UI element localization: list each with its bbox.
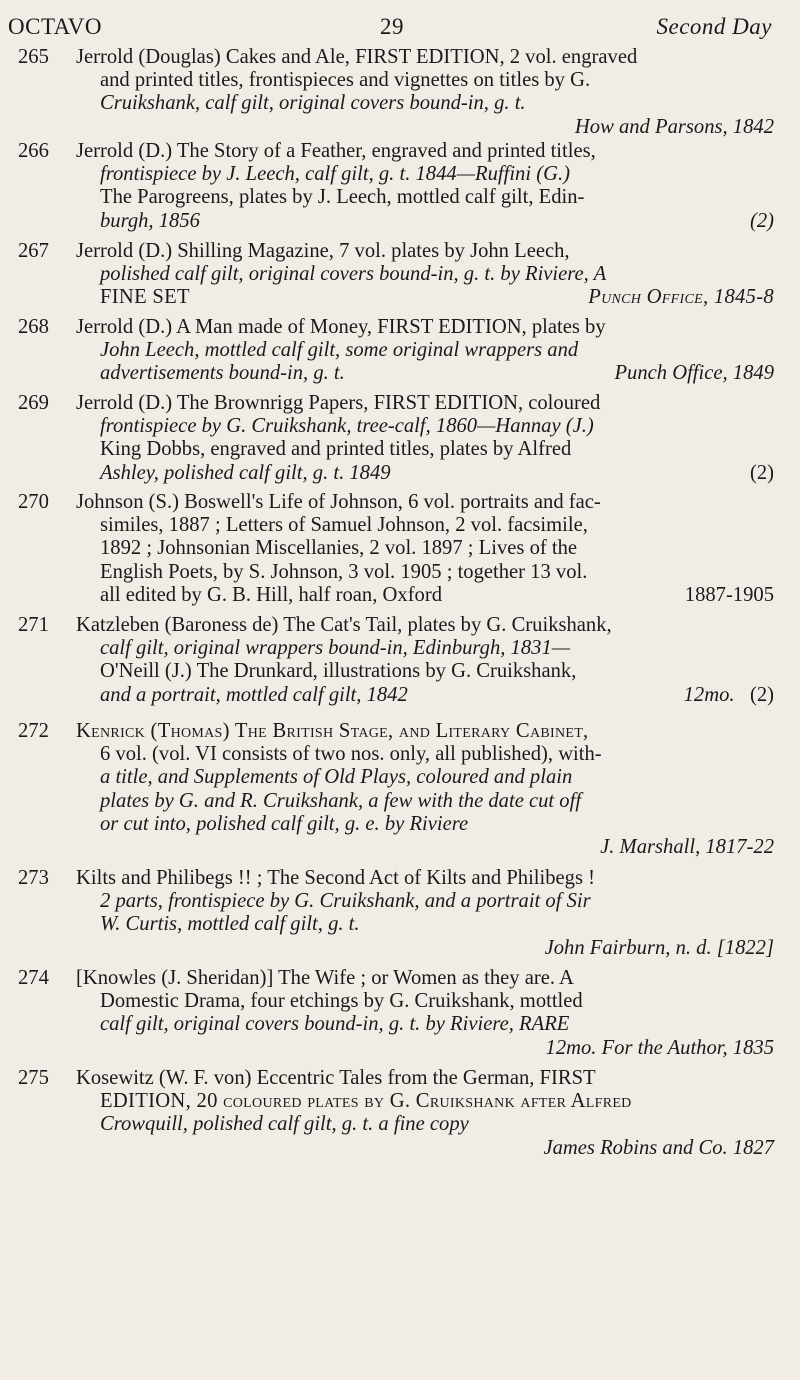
sale-day-label: Second Day bbox=[656, 14, 772, 39]
lot-imprint: J. Marshall, 1817-22 bbox=[600, 836, 774, 859]
lot-line: FINE SET bbox=[100, 286, 190, 309]
lot-line: EDITION, 20 coloured plates by G. Cruikshank after Alfred bbox=[100, 1090, 632, 1113]
lot-format: 12mo. bbox=[683, 683, 735, 706]
section-label: OCTAVO bbox=[8, 14, 103, 39]
lot-entry bbox=[18, 316, 774, 386]
lot-line: frontispiece by G. Cruikshank, tree-calf, 1860—Hannay (J.) bbox=[100, 415, 594, 438]
lot-line: The Parogreens, plates by J. Leech, mottled calf gilt, Edin- bbox=[100, 186, 585, 209]
lot-line: a title, and Supplements of Old Plays, coloured and plain bbox=[100, 766, 573, 789]
lot-line: Crowquill, polished calf gilt, g. t. a fine copy bbox=[100, 1113, 469, 1136]
page-number: 29 bbox=[380, 14, 404, 39]
lot-number: 270 bbox=[18, 491, 49, 513]
lot-last-line bbox=[76, 286, 774, 309]
lot-line: advertisements bound-in, g. t. bbox=[100, 362, 345, 385]
lot-imprint: How and Parsons, 1842 bbox=[574, 115, 774, 138]
lot-number: 267 bbox=[18, 240, 49, 262]
lot-line: King Dobbs, engraved and printed titles, plates by Alfred bbox=[100, 438, 572, 461]
lot-line: 1892 ; Johnsonian Miscellanies, 2 vol. 1897 ; Lives of the bbox=[100, 537, 578, 560]
lot-line: Jerrold (D.) The Brownrigg Papers, FIRST EDITION, coloured bbox=[76, 392, 601, 414]
lot-line: burgh, 1856 bbox=[100, 209, 200, 232]
lot-line: [Knowles (J. Sheridan)] The Wife ; or Women as they are. A bbox=[76, 967, 574, 989]
lot-number: 269 bbox=[18, 392, 49, 414]
lot-line: Kosewitz (W. F. von) Eccentric Tales from the German, FIRST bbox=[76, 1067, 596, 1089]
lot-line: frontispiece by J. Leech, calf gilt, g. t. 1844—Ruffini (G.) bbox=[100, 163, 570, 186]
lot-line: and printed titles, frontispieces and vignettes on titles by G. bbox=[100, 69, 591, 92]
lot-line: O'Neill (J.) The Drunkard, illustrations by G. Cruikshank, bbox=[100, 660, 577, 683]
lot-imprint: John Fairburn, n. d. [1822] bbox=[544, 936, 774, 959]
lot-entry bbox=[18, 46, 774, 139]
lot-imprint: Punch Office, 1849 bbox=[614, 362, 774, 385]
lot-number: 275 bbox=[18, 1067, 49, 1089]
running-head bbox=[8, 14, 772, 42]
lot-line: Jerrold (D.) Shilling Magazine, 7 vol. plates by John Leech, bbox=[76, 240, 570, 262]
lot-line: Jerrold (D.) The Story of a Feather, engraved and printed titles, bbox=[76, 140, 596, 162]
lot-line: or cut into, polished calf gilt, g. e. by Riviere bbox=[100, 812, 469, 835]
lot-number: 274 bbox=[18, 967, 49, 989]
lot-entry bbox=[18, 967, 774, 1060]
lot-date-range: 1887-1905 bbox=[684, 583, 774, 606]
lot-last-line bbox=[76, 584, 774, 607]
lot-entry bbox=[18, 392, 774, 485]
lot-line: 2 parts, frontispiece by G. Cruikshank, and a portrait of Sir bbox=[100, 890, 591, 913]
lot-entry bbox=[18, 720, 774, 859]
lot-line: Ashley, polished calf gilt, g. t. 1849 bbox=[100, 461, 391, 484]
lot-line: Kilts and Philibegs !! ; The Second Act of Kilts and Philibegs ! bbox=[76, 867, 595, 889]
lot-quantity: (2) bbox=[749, 683, 774, 706]
lot-line: similes, 1887 ; Letters of Samuel Johnson, 2 vol. facsimile, bbox=[100, 514, 588, 537]
lot-imprint: Punch Office, 1845-8 bbox=[588, 286, 774, 309]
lot-number: 272 bbox=[18, 720, 49, 742]
lot-line: Katzleben (Baroness de) The Cat's Tail, plates by G. Cruikshank, bbox=[76, 614, 612, 636]
lot-line: Domestic Drama, four etchings by G. Cruikshank, mottled bbox=[100, 990, 583, 1013]
lot-line: English Poets, by S. Johnson, 3 vol. 1905 ; together 13 vol. bbox=[100, 560, 588, 583]
lot-last-line bbox=[76, 462, 774, 485]
lot-entry bbox=[18, 140, 774, 233]
lot-entry bbox=[18, 491, 774, 607]
lot-number: 273 bbox=[18, 867, 49, 889]
lot-line: Cruikshank, calf gilt, original covers bound-in, g. t. bbox=[100, 92, 526, 115]
lot-line: Jerrold (Douglas) Cakes and Ale, FIRST EDITION, 2 vol. engraved bbox=[76, 46, 638, 68]
lot-entry bbox=[18, 240, 774, 310]
lot-quantity: (2) bbox=[749, 209, 774, 232]
lot-tail bbox=[684, 684, 774, 707]
lot-number: 271 bbox=[18, 614, 49, 636]
lot-number: 268 bbox=[18, 316, 49, 338]
lot-line: John Leech, mottled calf gilt, some original wrappers and bbox=[100, 339, 579, 362]
lot-line: plates by G. and R. Cruikshank, a few with the date cut off bbox=[100, 789, 582, 812]
lot-entry bbox=[18, 867, 774, 960]
lot-entry bbox=[18, 614, 774, 707]
lot-last-line bbox=[76, 362, 774, 385]
lot-line: all edited by G. B. Hill, half roan, Oxford bbox=[100, 583, 443, 606]
lot-last-line bbox=[76, 684, 774, 707]
lot-line: W. Curtis, mottled calf gilt, g. t. bbox=[100, 913, 360, 936]
lot-line: and a portrait, mottled calf gilt, 1842 bbox=[100, 683, 408, 706]
lot-number: 265 bbox=[18, 46, 49, 68]
lot-line: calf gilt, original covers bound-in, g. t. by Riviere, RARE bbox=[100, 1013, 570, 1036]
lot-line: Kenrick (Thomas) The British Stage, and Literary Cabinet, bbox=[76, 720, 589, 742]
lot-imprint: James Robins and Co. 1827 bbox=[543, 1136, 774, 1159]
lot-line: Johnson (S.) Boswell's Life of Johnson, 6 vol. portraits and fac- bbox=[76, 491, 601, 513]
lot-line: calf gilt, original wrappers bound-in, Edinburgh, 1831— bbox=[100, 637, 571, 660]
lot-quantity: (2) bbox=[749, 461, 774, 484]
lot-entry bbox=[18, 1067, 774, 1160]
lot-number: 266 bbox=[18, 140, 49, 162]
lot-line: polished calf gilt, original covers bound-in, g. t. by Riviere, A bbox=[100, 263, 607, 286]
lot-imprint: 12mo. For the Author, 1835 bbox=[545, 1036, 774, 1059]
lot-line: Jerrold (D.) A Man made of Money, FIRST EDITION, plates by bbox=[76, 316, 606, 338]
lot-line: 6 vol. (vol. VI consists of two nos. only, all published), with- bbox=[100, 743, 602, 766]
lot-last-line bbox=[76, 210, 774, 233]
